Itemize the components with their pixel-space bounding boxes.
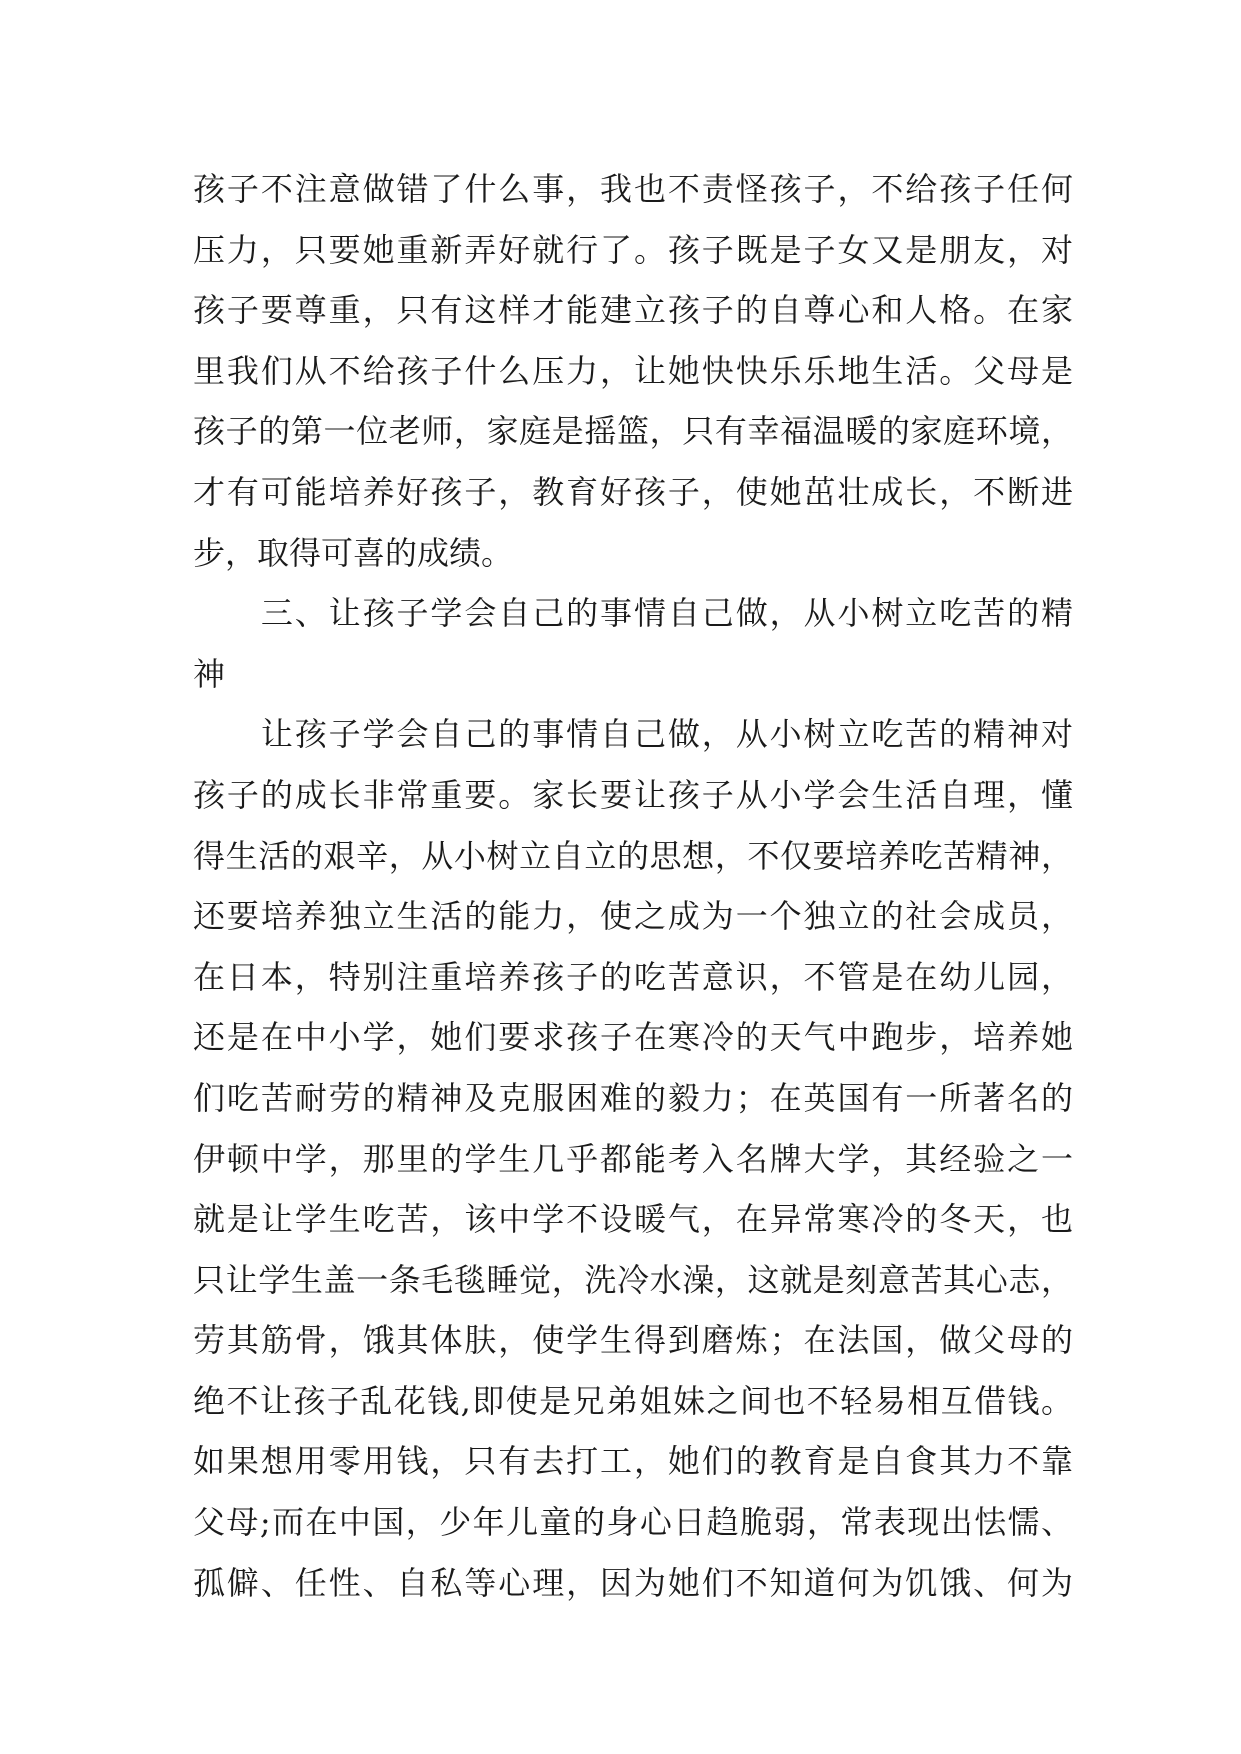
- text-line: 步，取得可喜的成绩。: [193, 533, 514, 572]
- body-text: [193, 159, 1073, 1613]
- text-line: 孩子要尊重，只有这样才能建立孩子的自尊心和人格。在家: [193, 291, 1073, 330]
- text-line: 压力，只要她重新弄好就行了。孩子既是子女又是朋友，对: [193, 230, 1073, 269]
- text-line: 孤僻、任性、自私等心理，因为她们不知道何为饥饿、何为: [193, 1563, 1073, 1602]
- text-line: 才有可能培养好孩子，教育好孩子，使她茁壮成长，不断进: [193, 472, 1073, 511]
- text-line: 父母;而在中国，少年儿童的身心日趋脆弱，常表现出怯懦、: [193, 1503, 1073, 1542]
- text-line: 让孩子学会自己的事情自己做，从小树立吃苦的精神对: [193, 715, 1073, 754]
- text-line: 孩子不注意做错了什么事，我也不责怪孩子，不给孩子任何: [193, 170, 1073, 208]
- text-line: 伊顿中学，那里的学生几乎都能考入名牌大学，其经验之一: [193, 1139, 1073, 1178]
- section-heading-line: 三、让孩子学会自己的事情自己做，从小树立吃苦的精: [193, 594, 1073, 633]
- text-line: 里我们从不给孩子什么压力，让她快快乐乐地生活。父母是: [193, 351, 1073, 390]
- text-line: 只让学生盖一条毛毯睡觉，洗冷水澡，这就是刻意苦其心志，: [193, 1260, 1073, 1299]
- text-line: 们吃苦耐劳的精神及克服困难的毅力；在英国有一所著名的: [193, 1078, 1073, 1117]
- text-line: 如果想用零用钱，只有去打工，她们的教育是自食其力不靠: [193, 1442, 1073, 1481]
- text-line: 还要培养独立生活的能力，使之成为一个独立的社会成员，: [193, 897, 1073, 936]
- text-line: 就是让学生吃苦，该中学不设暖气，在异常寒冷的冬天，也: [193, 1200, 1073, 1239]
- text-line: 在日本，特别注重培养孩子的吃苦意识，不管是在幼儿园，: [193, 957, 1073, 996]
- section-heading-line: 神: [193, 654, 226, 693]
- text-line: 绝不让孩子乱花钱,即使是兄弟姐妹之间也不轻易相互借钱。: [193, 1381, 1073, 1420]
- text-line: 劳其筋骨，饿其体肤，使学生得到磨炼；在法国，做父母的: [193, 1321, 1073, 1360]
- text-line: 孩子的成长非常重要。家长要让孩子从小学会生活自理，懂: [193, 775, 1073, 814]
- text-line: 还是在中小学，她们要求孩子在寒冷的天气中跑步，培养她: [193, 1018, 1073, 1057]
- text-line: 得生活的艰辛，从小树立自立的思想，不仅要培养吃苦精神，: [193, 836, 1073, 875]
- text-line: 孩子的第一位老师，家庭是摇篮，只有幸福温暖的家庭环境，: [193, 412, 1073, 451]
